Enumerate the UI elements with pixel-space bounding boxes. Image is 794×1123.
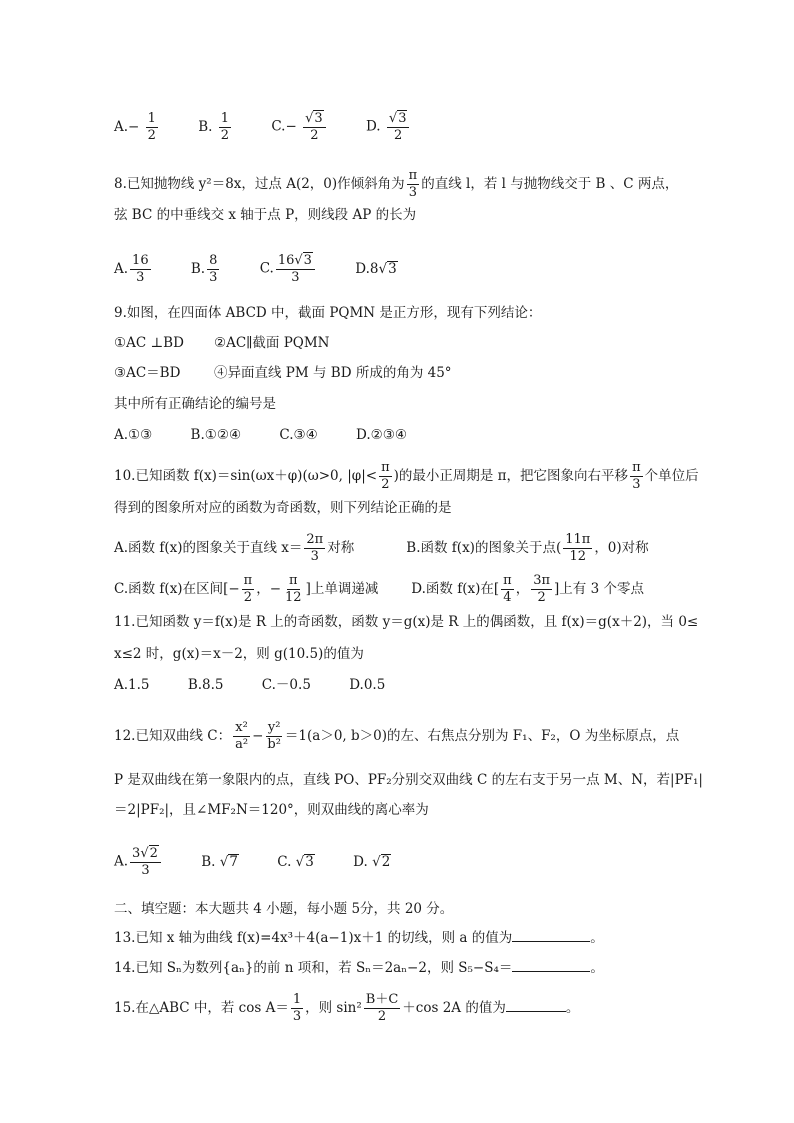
q7-option-b[interactable]: B. $\frac{1}{2}$ [198, 110, 230, 143]
q8-stem-line2: 弦 BC 的中垂线交 x 轴于点 P，则线段 AP 的长为 [114, 207, 417, 223]
q9-option-a[interactable]: A.①③ [114, 427, 153, 443]
q12-option-d[interactable]: D. √2 [353, 853, 391, 870]
q9-ask: 其中所有正确结论的编号是 [114, 396, 276, 412]
q9-conclusions-2 [114, 363, 452, 383]
q9-conclusion-2: ②AC∥截面 PQMN [214, 335, 330, 351]
q10-option-c[interactable]: C.函数 f(x)在区间[− $\frac{\pi}{2}$ ，− $\frac{\pi}{12}$ ]上单调递减 [114, 573, 379, 605]
q14-answer-blank[interactable] [512, 957, 590, 972]
q9-option-b[interactable]: B.①②④ [190, 427, 242, 443]
q8-options [114, 252, 432, 286]
q10-option-b[interactable]: B.函数 f(x)的图象关于点( $\frac{11\pi}{12}$ ，0)对称 [406, 532, 649, 564]
fraction: $\frac{√3}{2}$ [387, 110, 410, 144]
q11-option-a[interactable]: A.1.5 [114, 677, 150, 693]
fraction: $\frac{√3}{2}$ [303, 110, 326, 144]
q11-option-c[interactable]: C.－0.5 [261, 677, 311, 693]
q12-option-c[interactable]: C. √3 [277, 853, 314, 870]
q7-options [114, 110, 445, 144]
q10-stem-line1: 10.已知函数 f(x)＝sin(ωx＋φ)(ω>0, |φ|< $\frac{\pi}{2}$ )的最小正周期是 π，把它图象向右平移 $\frac{\pi}{3}$ 个单位后 [114, 460, 699, 492]
q9-conclusion-1: ①AC ⊥BD [114, 335, 184, 351]
q11-option-d[interactable]: D.0.5 [349, 677, 386, 693]
q10-option-a[interactable]: A.函数 f(x)的图象关于直线 x＝ $\frac{2\pi}{3}$ 对称 [114, 532, 355, 564]
q9-option-c[interactable]: C.③④ [279, 427, 318, 443]
q15: 15.在△ABC 中，若 cos A＝ $\frac{1}{3}$ ，则 sin² $\frac{B+C}{2}$ ＋cos 2A 的值为 。 [114, 992, 580, 1024]
q7-option-c[interactable]: C.− $\frac{√3}{2}$ [271, 110, 327, 144]
q13: 13.已知 x 轴为曲线 f(x)=4x³＋4(a−1)x＋1 的切线，则 a 的值为 。 [114, 927, 604, 948]
q8-option-b[interactable]: B. $\frac{8}{3}$ [190, 252, 218, 285]
q11-stem-line2: x≤2 时，g(x)＝x－2，则 g(10.5)的值为 [114, 646, 364, 662]
q8-stem-line1: 8.已知抛物线 y²＝8x，过点 A(2，0)作倾斜角为 $\frac{\pi}{3}$ 的直线 l，若 l 与抛物线交于 B 、C 两点， [114, 168, 679, 200]
q14: 14.已知 Sₙ为数列{aₙ}的前 n 项和，若 Sₙ＝2aₙ−2，则 S₅−S₄＝ 。 [114, 957, 604, 978]
q15-answer-blank[interactable] [506, 997, 566, 1012]
q11-options [114, 675, 419, 695]
q12-stem-line1: 12.已知双曲线 C： $\frac{\text{x²}}{\text{a²}}$ − $\frac{\text{y²}}{\text{b²}}$ ＝1(a＞0, b＞0)的左、右焦点分别为 F₁、F₂，O 为坐标原点，点 [114, 720, 680, 752]
fraction: $\frac{1}{2}$ [147, 110, 156, 143]
q9-option-d[interactable]: D.②③④ [356, 427, 407, 443]
q8-option-d[interactable]: D.8√3 [355, 260, 397, 277]
q10-stem-line2: 得到的图象所对应的函数为奇函数，则下列结论正确的是 [114, 500, 452, 516]
q9-options [114, 425, 441, 445]
q7-option-d[interactable]: D. $\frac{√3}{2}$ [366, 110, 412, 144]
q11-stem-line1: 11.已知函数 y＝f(x)是 R 上的奇函数，函数 y＝g(x)是 R 上的偶函数，且 f(x)＝g(x＋2)，当 0≤ [114, 614, 699, 630]
section-2-heading: 二、填空题：本大题共 4 小题，每小题 5分，共 20 分。 [114, 901, 454, 917]
q12-option-b[interactable]: B. √7 [201, 853, 238, 870]
fraction: $\frac{\pi}{3}$ [408, 168, 418, 200]
q9-conclusions-1 [114, 333, 330, 353]
q11-option-b[interactable]: B.8.5 [187, 677, 224, 693]
q7-option-a[interactable]: A.− $\frac{1}{2}$ [114, 110, 156, 143]
q9-conclusion-4: ④异面直线 PM 与 BD 所成的角为 45° [214, 365, 452, 381]
q9-stem: 9.如图，在四面体 ABCD 中，截面 PQMN 是正方形，现有下列结论： [114, 305, 542, 321]
q12-option-a[interactable]: A. $\frac{3√2}{3}$ [114, 845, 163, 879]
q13-answer-blank[interactable] [512, 927, 590, 942]
q12-stem-line2: P 是双曲线在第一象限内的点，直线 PO、PF₂分别交双曲线 C 的左右支于另一点 M、N，若|PF₁| [114, 772, 703, 788]
q10-options-ab [114, 532, 649, 565]
q9-conclusion-3: ③AC＝BD [114, 365, 181, 381]
q8-option-a[interactable]: A. $\frac{16}{3}$ [114, 252, 149, 285]
fraction: $\frac{1}{2}$ [220, 110, 230, 143]
q12-options [114, 845, 425, 879]
q8-option-c[interactable]: C. $\frac{16√3}{3}$ [260, 252, 317, 286]
q10-options-cd [114, 573, 644, 606]
q12-stem-line3: ＝2|PF₂|，且∠MF₂N＝120°，则双曲线的离心率为 [114, 802, 429, 818]
q10-option-d[interactable]: D.函数 f(x)在[ $\frac{\pi}{4}$ ， $\frac{3\pi}{2}$ ]上有 3 个零点 [411, 573, 644, 605]
